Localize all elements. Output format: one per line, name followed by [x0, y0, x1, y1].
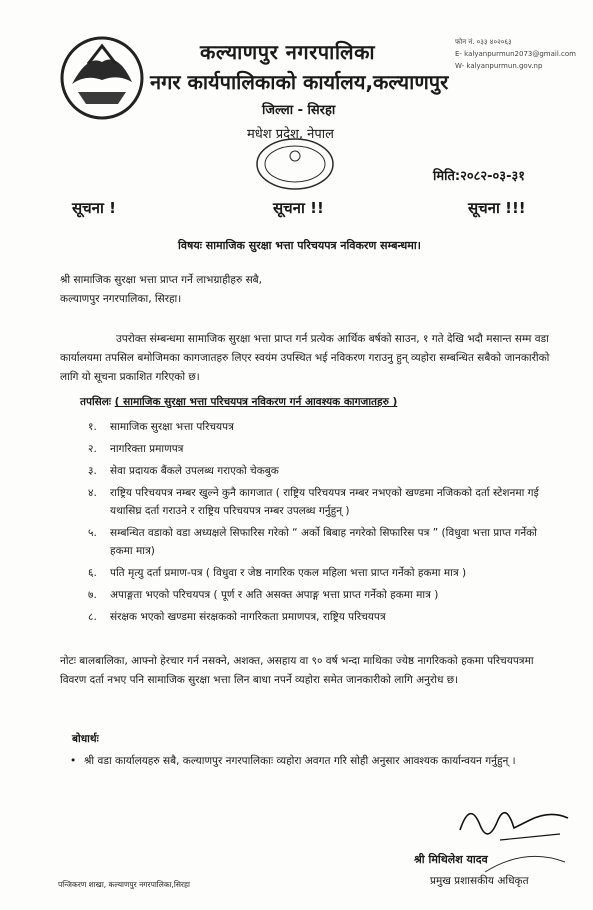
list-item-number: ४.: [88, 487, 97, 499]
list-item: [88, 462, 558, 480]
signatory-title: प्रमुख प्रशासकीय अधिकृत: [430, 875, 529, 887]
body-paragraph: उपरोक्त संम्बन्धमा सामाजिक सुरक्षा भत्ता प्राप्त गर्न प्रत्येक आर्थिक बर्षको साउन, १ गते देखि भदौ मसान्त सम्म वडा कार्यालयमा तपसिल बमोजिमका कागजातहरु लिएर स्वयंम उपस्थित भई नविकरण गराउनु हुन् व्यहोरा सम्बन्धित सबैको जानकारीको लागि यो सूचना प्रकाशित गरिएको छ।: [60, 333, 550, 383]
tapsil-label: तपसिलः: [80, 396, 112, 408]
list-item: [88, 586, 558, 604]
document-list: [88, 418, 558, 630]
tapsil-heading: [80, 395, 397, 409]
list-item-text: नागरिक्ता प्रमाणपत्र: [110, 443, 184, 455]
list-item-number: ७.: [88, 589, 97, 601]
municipality-title: कल्याणपुर नगरपालिका: [200, 40, 376, 64]
list-item-number: ३.: [88, 465, 97, 477]
list-item: [88, 484, 558, 520]
list-item: [88, 564, 558, 582]
addressee-line-1: श्री सामाजिक सुरक्षा भत्ता प्राप्त गर्ने लाभग्राहीहरु सबै,: [60, 274, 262, 286]
tapsil-title: ( सामाजिक सुरक्षा भत्ता परिचयपत्र नविकरण गर्न आवश्यक कागजातहरु ): [114, 396, 398, 408]
list-item-number: २.: [88, 443, 97, 455]
email-text: E- kalyanpurmun2073@gmail.com: [455, 50, 576, 58]
list-item: [88, 418, 558, 436]
phone-text: फोन नं. ०३३ ४०२०६३: [455, 38, 512, 46]
contact-block: [455, 36, 576, 72]
list-item-text: सामाजिक सुरक्षा भत्ता परिचयपत्र: [110, 421, 234, 433]
list-item-text: संरक्षक भएको खण्डमा संरक्षकको नागरिकता प्रमाणपत्र, राष्ट्रिय परिचयपत्र: [110, 611, 386, 623]
bodharth-text: श्री वडा कार्यालयहरु सबै, कल्याणपुर नगरपालिकाः व्यहोरा अवगत गरि सोही अनुसार आवश्यक कार्यान्वयन गर्नुहुन् ।: [84, 755, 516, 767]
notice-heading-2: सूचना !!: [273, 199, 324, 217]
list-item-number: १.: [88, 421, 97, 433]
office-title: नगर कार्यपालिकाको कार्यालय,कल्याणपुर: [150, 70, 449, 94]
office-seal-icon: [253, 136, 337, 192]
addressee: [60, 271, 262, 309]
website-text: W- kalyanpurmun.gov.np: [455, 62, 543, 70]
list-item-number: ५.: [88, 527, 97, 539]
list-item-number: ६.: [88, 567, 97, 579]
date-label: मिति:२०८२-०३-३१: [433, 169, 525, 184]
list-item-text: सेवा प्रदायक बैंकले उपलब्ध गराएको चेकबुक: [110, 465, 279, 477]
province-line: मधेश प्रदेश, नेपाल: [247, 127, 334, 142]
list-item-number: ८.: [88, 611, 97, 623]
notice-heading-1: सूचना !: [72, 199, 116, 217]
addressee-line-2: कल्याणपुर नगरपालिका, सिरहा।: [60, 293, 182, 305]
emblem-icon: [58, 34, 146, 122]
list-item: [88, 608, 558, 626]
note-paragraph: नोटः बालबालिका, आफ्नो हेरचार गर्न नसक्ने, अशक्त, असहाय वा ९० वर्ष भन्दा माथिका ज्येष्ठ नागरिकको हकमा परिचयपत्रमा विवरण दर्ता नभए पनि सामाजिक सुरक्षा भत्ता लिन बाधा नपर्ने व्यहोरा समेत जानकारीको लागि अनुरोध छ।: [60, 655, 534, 686]
district-line: जिल्ला - सिरहा: [262, 103, 336, 118]
bodharth-item: [70, 752, 560, 771]
bodharth-label: बोधार्थः: [72, 733, 99, 745]
footer-text: पन्जिकरण शाखा, कल्याणपुर नगरपालिका,सिरहा: [58, 880, 190, 889]
list-item: [88, 524, 558, 560]
list-item-text: राष्ट्रिय परिचयपत्र नम्बर खुल्ने कुनै कागजात ( राष्ट्रिय परिचयपत्र नम्बर नभएको खण्डमा नजिकको दर्ता स्टेशनमा गई यथासिघ्र दर्ता गराउने र राष्ट्रिय परिचयपत्र नम्बर उपलब्ध गर्नुहुन् ): [110, 487, 539, 517]
list-item: [88, 440, 558, 458]
list-item-text: सम्बन्धित वडाको वडा अध्यक्षले सिफारिस गरेको “ अर्को बिबाह नगरेको सिफारिस पत्र ” (विधुवा भत्ता प्राप्त गर्नेको हकमा मात्र): [110, 527, 538, 557]
bullet-icon: •: [70, 755, 77, 767]
list-item-text: अपाङ्गता भएको परिचयपत्र ( पूर्ण र अति असक्त अपाङ्ग भत्ता प्राप्त गर्नेको हकमा मात्र ): [110, 589, 439, 601]
signatory-name: श्री मिथिलेश यादव: [414, 853, 488, 866]
notice-heading-3: सूचना !!!: [468, 199, 526, 217]
list-item-text: पति मृत्यु दर्ता प्रमाण-पत्र ( विधुवा र जेष्ठ नागरिक एकल महिला भत्ता प्राप्त गर्नेको हकमा मात्र ): [110, 567, 467, 579]
subject-line: विषयः सामाजिक सुरक्षा भत्ता परिचयपत्र नविकरण सम्बन्धमा।: [178, 239, 421, 252]
